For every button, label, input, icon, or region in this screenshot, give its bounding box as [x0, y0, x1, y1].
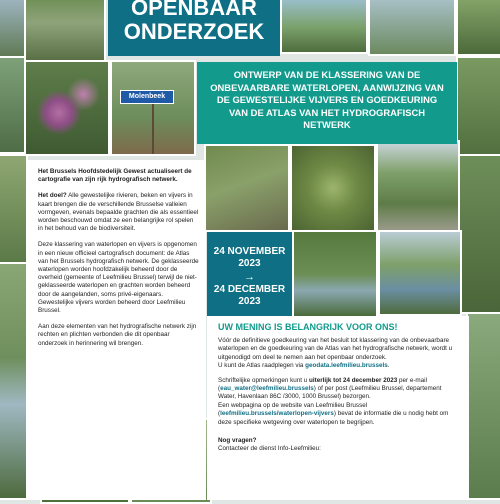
photo-left-willow: [0, 154, 28, 264]
photo-top-pond: [368, 0, 456, 56]
page-subtitle: ONTWERP VAN DE KLASSERING VAN DE ONBEVAARBARE WATERLOPEN, AANWIJZING VAN DE GEWESTELIJKE VIJVERS EN GOEDKEURING VAN DE ATLAS VAN HET HYDROGRAFISCH NETWERK: [210, 69, 444, 130]
intro-paragraph-3: Aan deze elementen van het hydrografische netwerk zijn rechten en plichten verbonden die dit openbaar onderzoek in herinnering wil brengen.: [38, 323, 197, 347]
goal-label: Het doel?: [38, 192, 67, 200]
web-link[interactable]: leefmilieu.brussels/waterlopen-vijvers: [220, 410, 334, 418]
photo-reeds-closeup: [290, 144, 376, 232]
date-end: 24 DECEMBER 2023: [213, 284, 286, 307]
photo-path-trees: [376, 140, 460, 232]
questions-heading: Nog vragen?: [218, 437, 257, 445]
opinion-paragraph-2: [218, 377, 461, 427]
photo-right-mid: [456, 56, 500, 156]
photo-stream-bank: [204, 144, 290, 232]
page-title-line2: ONDERZOEK: [123, 19, 265, 44]
molenbeek-sign: Molenbeek: [120, 90, 174, 104]
webpage-text-a: Een webpagina op de website van Leefmilieu Brussel (: [218, 401, 368, 418]
opinion-paragraph-1: Vóór de definitieve goedkeuring van het besluit tot klassering van de onbevaarbare waterlopen en de goedkeuring van de Atlas van het hydrografische netwerk, wordt u uitgenodigd om deel te nemen aan het openbaar onderzoek. U kunt de Atlas raadplegen via geodata.leefmilieu.brussels.: [218, 337, 453, 370]
sign-post: [152, 104, 154, 154]
title-banner: [108, 0, 280, 56]
photo-waterway-reeds: [24, 0, 106, 62]
page-title-line1: OPENBAAR: [131, 0, 257, 20]
intro-paragraph-2: Deze klassering van waterlopen en vijvers is opgenomen in een nieuw officieel cartografisch document: de Atlas van het Brussels hydrografisch netwerk. De geklasseerde waterlopen worden hoofdzakelijk beheerd door de overheid (gemeente of Leefmilieu Brussel) terwijl de niet-geklasseerde waterlopen en grachten worden beheerd door de aangelanden, soms privé-eigenaars. Gewestelijke vijvers worden beheerd door Leefmilieu Brussel.: [38, 241, 199, 315]
photo-top-left-creek: [0, 0, 26, 58]
date-banner: [207, 232, 292, 322]
opinion-intro-text: Vóór de definitieve goedkeuring van het besluit tot klassering van de onbevaarbare waterlopen en de goedkeuring van de Atlas van het hydrografische netwerk, wordt u uitgenodigd om deel te nemen aan het openbaar onderzoek.: [218, 337, 453, 361]
intro-lead: Het Brussels Hoofdstedelijk Gewest actualiseert de cartografie van zijn rijk hydrografisch netwerk.: [38, 168, 192, 184]
comments-text-b: per e-mail (: [218, 376, 427, 393]
photo-left-stream: [0, 56, 26, 154]
atlas-consult-text: U kunt de Atlas raadplegen via: [218, 362, 306, 370]
photo-right-bottom: [466, 312, 500, 500]
goal-text: Alle gewestelijke rivieren, beken en vijvers in kaart brengen die de verschillende Brusselse valleien vormgeven, evenals bepaalde grachten die als essentieel worden beschouwd omdat ze een belangrijke rol spelen in het behoud van de biodiversiteit.: [38, 192, 199, 233]
comments-text-c: ) of per post (Leefmilieu Brussel, departement Water, Havenlaan 86C /3000, 1000 Brussel) bezorgen.: [218, 385, 442, 401]
questions-block: [218, 437, 461, 454]
photo-top-canal: [280, 0, 368, 54]
opinion-heading: UW MENING IS BELANGRIJK VOOR ONS!: [218, 322, 398, 332]
intro-panel: [28, 160, 206, 500]
photo-river-reflection: [292, 230, 378, 318]
photo-left-pond: [0, 262, 28, 500]
comments-text-a: Schriftelijke opmerkingen kunt u: [218, 376, 310, 384]
photo-top-right: [456, 0, 500, 56]
opinion-panel: [207, 316, 469, 500]
atlas-link[interactable]: geodata.leefmilieu.brussels: [305, 362, 388, 370]
contact-text: Contacteer de dienst Info-Leefmilieu:: [218, 445, 321, 453]
photo-canal-trees: [378, 230, 462, 316]
photo-right-lower: [458, 154, 500, 314]
email-link[interactable]: eau_water@leefmilieu.brussels: [220, 385, 314, 393]
arrow-down-icon: →: [244, 271, 255, 283]
webpage-text-b: ) bevat de informatie die u nodig hebt om deze specifieke wetgeving over waterlopen te begrijpen.: [218, 410, 449, 426]
photo-purple-flowers: [24, 60, 110, 156]
photo-molenbeek-sign: [110, 60, 196, 156]
date-start: 24 NOVEMBER 2023: [213, 246, 286, 269]
subtitle-banner: [197, 62, 457, 144]
deadline-text: uiterlijk tot 24 december 2023: [309, 376, 398, 384]
intro-goal: [38, 192, 199, 233]
